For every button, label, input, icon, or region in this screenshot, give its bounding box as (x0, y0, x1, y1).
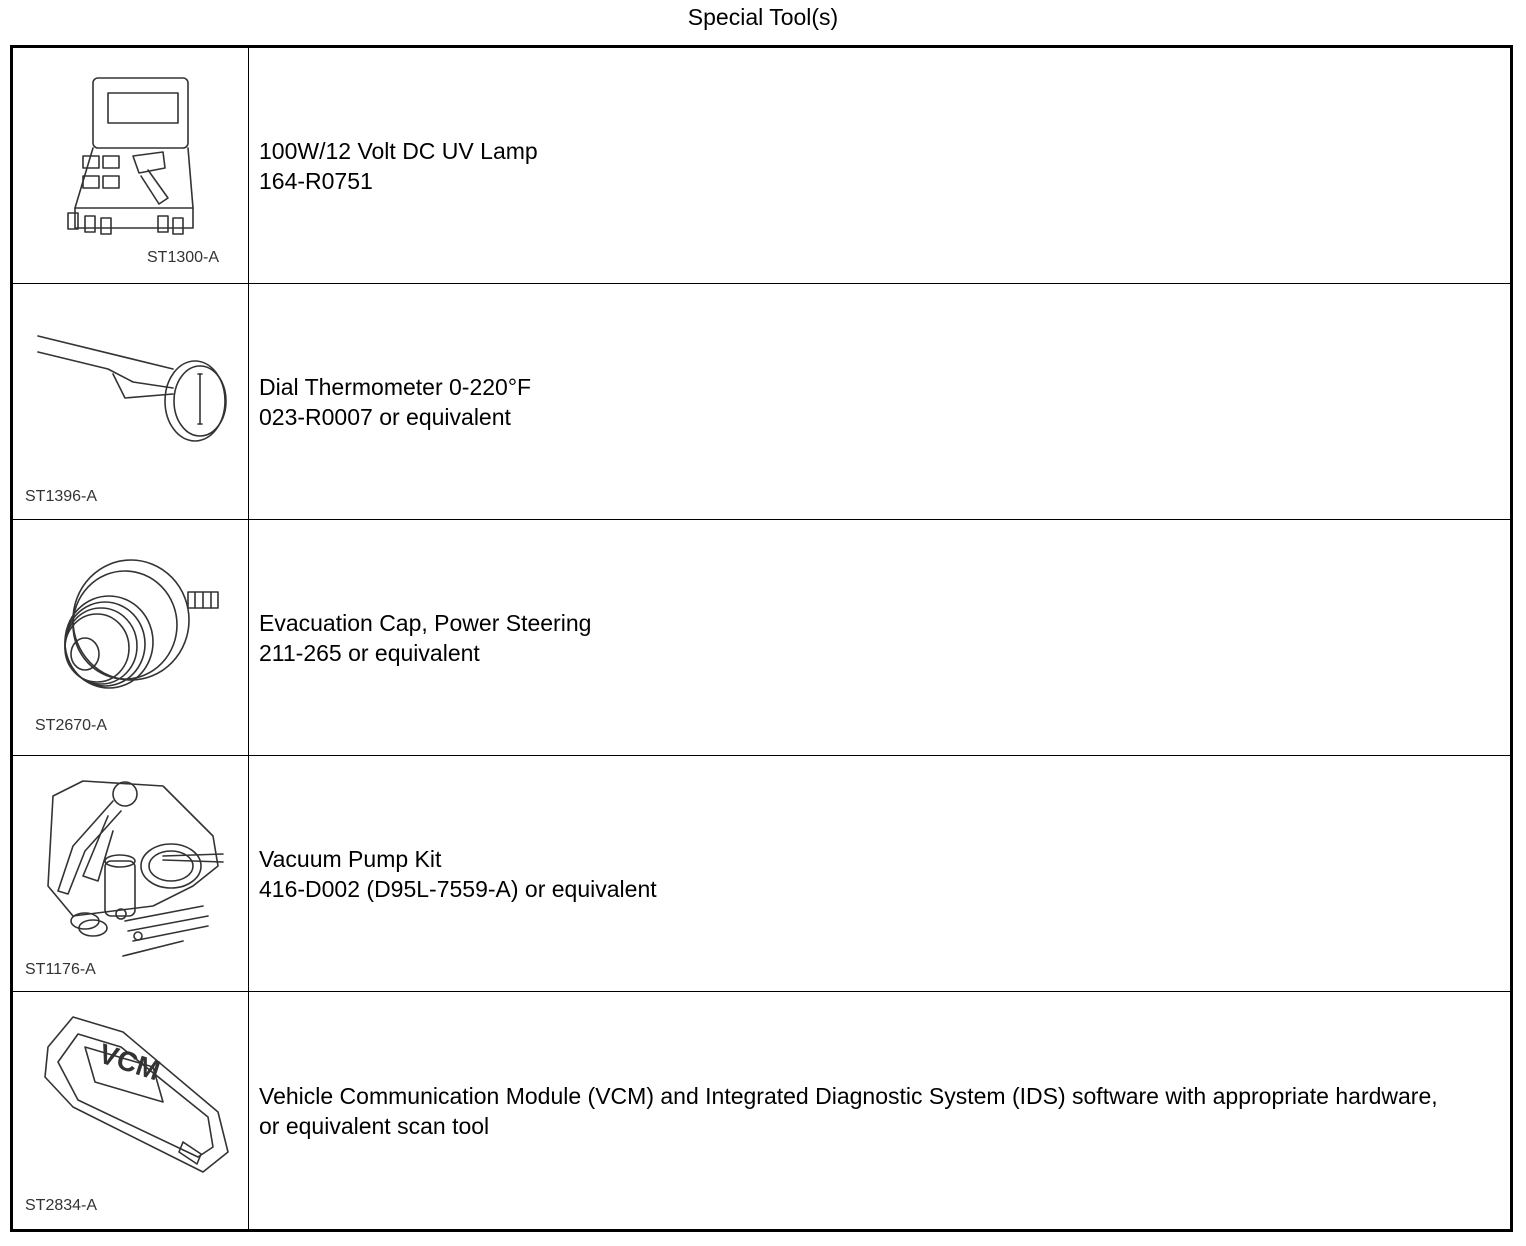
tool-description-cell (249, 48, 1510, 283)
illustration-code: ST2670-A (35, 717, 108, 734)
dial-thermometer-icon (13, 284, 248, 519)
tool-part-number: 164-R0751 (259, 167, 373, 194)
tool-name: 100W/12 Volt DC UV Lamp (259, 137, 538, 164)
tool-part-number: 023-R0007 or equivalent (259, 403, 511, 430)
illustration-code: ST1396-A (25, 488, 98, 505)
tool-description-cell (249, 756, 1510, 991)
vcm-label: VCM (95, 1037, 164, 1087)
tool-illustration-cell (13, 284, 249, 519)
tool-description-cell (249, 992, 1510, 1229)
tool-illustration-cell (13, 48, 249, 283)
tool-name: Evacuation Cap, Power Steering (259, 609, 592, 636)
tool-illustration-cell (13, 756, 249, 991)
table-row (13, 48, 1510, 284)
special-tools-table (10, 45, 1513, 1232)
uv-lamp-kit-icon (13, 48, 248, 283)
tool-description-cell (249, 284, 1510, 519)
tool-name: Vehicle Communication Module (VCM) and Integrated Diagnostic System (IDS) software with appropriate hardware, or equivalent scan tool (259, 1082, 1438, 1139)
table-row (13, 756, 1510, 992)
illustration-code: ST1176-A (25, 961, 96, 978)
table-row (13, 520, 1510, 756)
vacuum-pump-kit-icon (13, 756, 248, 991)
tool-illustration-cell (13, 520, 249, 755)
tool-part-number: 211-265 or equivalent (259, 639, 480, 666)
tool-name: Dial Thermometer 0-220°F (259, 373, 532, 400)
illustration-code: ST2834-A (25, 1197, 98, 1214)
table-row (13, 992, 1510, 1229)
illustration-code: ST1300-A (147, 249, 220, 266)
tool-description-cell (249, 520, 1510, 755)
vcm-module-icon (13, 992, 248, 1227)
table-row (13, 284, 1510, 520)
tool-name: Vacuum Pump Kit (259, 845, 442, 872)
page-title: Special Tool(s) (687, 4, 839, 30)
tool-illustration-cell (13, 992, 249, 1229)
tool-part-number: 416-D002 (D95L-7559-A) or equivalent (259, 875, 657, 902)
